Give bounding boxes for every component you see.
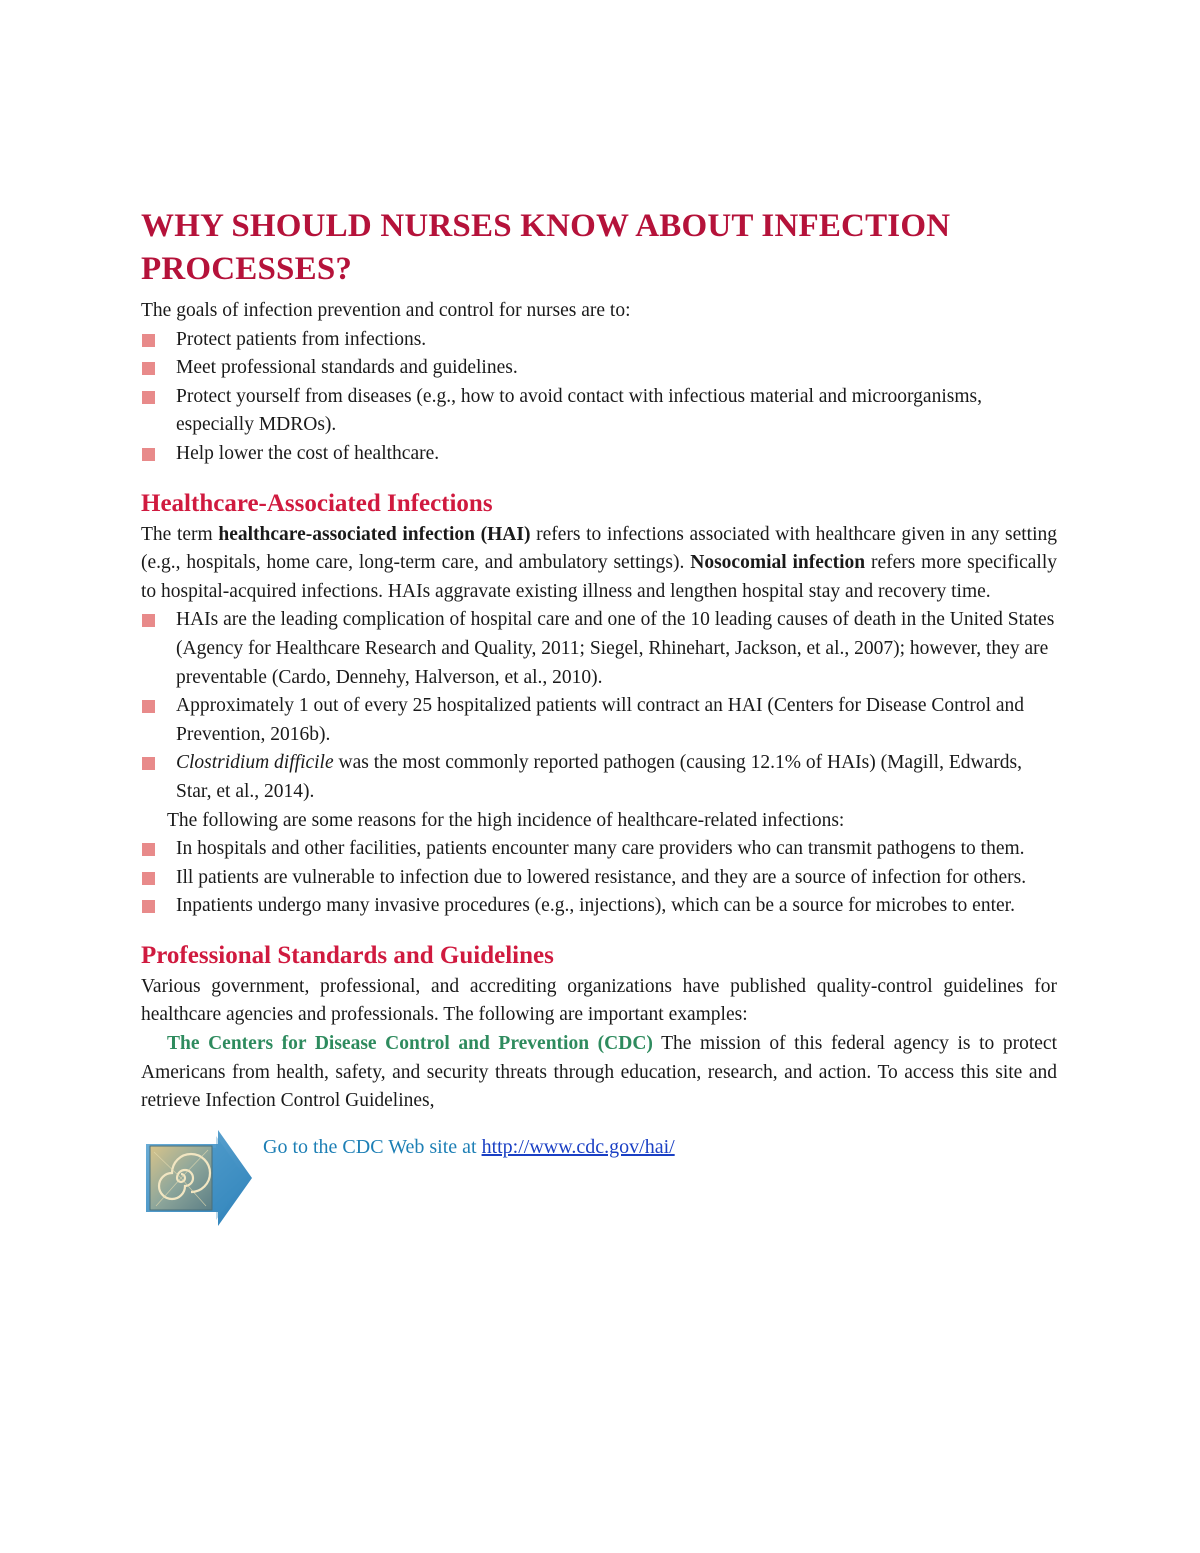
list-item: HAIs are the leading complication of hospital care and one of the 10 leading causes of death in the United States (Agency for Healthcare Research and Quality, 2011; Siegel, Rhinehart, Jackson, et al., 2007); however, they are preventable (Cardo, Dennehy, Halverson, et al., 2010).: [141, 606, 1057, 692]
list-item: In hospitals and other facilities, patients encounter many care providers who can transmit pathogens to them.: [141, 835, 1057, 864]
pathogen-name: Clostridium difficile: [176, 752, 334, 774]
cdc-name: The Centers for Disease Control and Prevention (CDC): [167, 1033, 653, 1055]
hai-definition: The term healthcare-associated infection (HAI) refers to infections associated with healthcare given in any setting (e.g., hospitals, home care, long-term care, and ambulatory settings). Nosocomial infection refers more specifically to hospital-acquired infections. HAIs aggravate existing illness and lengthen hospital stay and recovery time.: [141, 523, 1057, 602]
list-item: Inpatients undergo many invasive procedures (e.g., injections), which can be a source for microbes to enter.: [141, 892, 1057, 921]
list-item: Protect patients from infections.: [141, 326, 1057, 355]
square-bullet-icon: [142, 362, 155, 375]
square-bullet-icon: [142, 614, 155, 627]
cdc-paragraph: The Centers for Disease Control and Prevention (CDC) The mission of this federal agency is to protect Americans from health, safety, and security threats through education, research, and action. To access this site and retrieve Infection Control Guidelines,: [141, 1033, 1057, 1112]
section-title-standards: Professional Standards and Guidelines: [141, 941, 554, 969]
hai-term: healthcare-associated infection (HAI): [218, 523, 531, 545]
list-item: Clostridium difficile was the most commonly reported pathogen (causing 12.1% of HAIs) (Magill, Edwards, Star, et al., 2014).: [141, 749, 1057, 806]
goals-list: [141, 326, 1057, 469]
hai-facts-list: [141, 606, 1057, 806]
reasons-list: [141, 835, 1057, 921]
cdc-link-callout: [141, 1128, 1057, 1228]
reasons-intro: The following are some reasons for the high incidence of healthcare-related infections:: [167, 809, 845, 831]
list-item: Meet professional standards and guidelines.: [141, 354, 1057, 383]
list-item: Protect yourself from diseases (e.g., how to avoid contact with infectious material and microorganisms, especially MDROs).: [141, 383, 1057, 440]
list-item: Ill patients are vulnerable to infection due to lowered resistance, and they are a source of infection for others.: [141, 864, 1057, 893]
square-bullet-icon: [142, 900, 155, 913]
square-bullet-icon: [142, 757, 155, 770]
square-bullet-icon: [142, 448, 155, 461]
section-title-hai: Healthcare-Associated Infections: [141, 489, 493, 517]
cdc-link-text: Go to the CDC Web site at http://www.cdc.gov/hai/: [263, 1135, 675, 1158]
nosocomial-term: Nosocomial infection: [690, 552, 866, 574]
list-item: Help lower the cost of healthcare.: [141, 440, 1057, 469]
square-bullet-icon: [142, 872, 155, 885]
cdc-website-link[interactable]: http://www.cdc.gov/hai/: [481, 1135, 675, 1158]
web-arrow-icon: [146, 1130, 254, 1226]
square-bullet-icon: [142, 391, 155, 404]
page-content: [141, 205, 1057, 1228]
goals-intro: The goals of infection prevention and control for nurses are to:: [141, 300, 631, 321]
list-item: Approximately 1 out of every 25 hospitalized patients will contract an HAI (Centers for Disease Control and Prevention, 2016b).: [141, 692, 1057, 749]
standards-intro: Various government, professional, and accrediting organizations have published quality-control guidelines for healthcare agencies and professionals. The following are important examples:: [141, 975, 1057, 1026]
square-bullet-icon: [142, 700, 155, 713]
square-bullet-icon: [142, 843, 155, 856]
page-title: WHY SHOULD NURSES KNOW ABOUT INFECTION PROCESSES?: [141, 208, 951, 287]
square-bullet-icon: [142, 334, 155, 347]
